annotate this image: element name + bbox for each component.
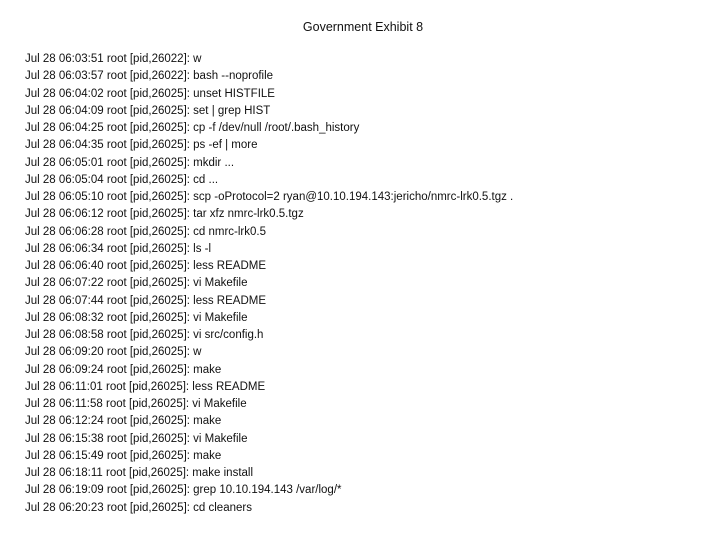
log-line: Jul 28 06:06:34 root [pid,26025]: ls -l — [25, 242, 212, 255]
log-line: Jul 28 06:08:58 root [pid,26025]: vi src/config.h — [25, 329, 264, 341]
log-line: Jul 28 06:04:25 root [pid,26025]: cp -f /dev/null /root/.bash_history — [25, 122, 360, 134]
log-line: Jul 28 06:04:02 root [pid,26025]: unset HISTFILE — [25, 87, 275, 100]
log-line: Jul 28 06:09:20 root [pid,26025]: w — [25, 346, 202, 359]
log-line: Jul 28 06:09:24 root [pid,26025]: make — [25, 363, 222, 376]
log-line: Jul 28 06:06:28 root [pid,26025]: cd nmrc-lrk0.5 — [25, 225, 267, 238]
log-line: Jul 28 06:11:58 root [pid,26025]: vi Makefile — [25, 398, 247, 410]
log-line: Jul 28 06:07:22 root [pid,26025]: vi Makefile — [25, 277, 248, 290]
log-line: Jul 28 06:03:51 root [pid,26022]: w — [25, 53, 202, 65]
log-list — [25, 53, 513, 519]
log-line: Jul 28 06:12:24 root [pid,26025]: make — [25, 415, 222, 428]
log-line: Jul 28 06:19:09 root [pid,26025]: grep 10.10.194.143 /var/log/* — [25, 484, 342, 497]
exhibit-title: Government Exhibit 8 — [302, 20, 424, 34]
log-line: Jul 28 06:20:23 root [pid,26025]: cd cleaners — [25, 501, 252, 514]
log-line: Jul 28 06:15:49 root [pid,26025]: make — [25, 449, 222, 462]
log-line: Jul 28 06:08:32 root [pid,26025]: vi Makefile — [25, 311, 248, 324]
log-line: Jul 28 06:04:35 root [pid,26025]: ps -ef | more — [25, 139, 258, 152]
log-line: Jul 28 06:05:01 root [pid,26025]: mkdir ... — [25, 156, 235, 169]
log-line: Jul 28 06:06:12 root [pid,26025]: tar xfz nmrc-lrk0.5.tgz — [25, 208, 304, 221]
log-line: Jul 28 06:07:44 root [pid,26025]: less README — [25, 294, 267, 307]
log-line: Jul 28 06:18:11 root [pid,26025]: make install — [25, 467, 254, 479]
log-line: Jul 28 06:06:40 root [pid,26025]: less README — [25, 260, 267, 272]
log-line: Jul 28 06:04:09 root [pid,26025]: set | grep HIST — [25, 104, 271, 117]
log-line: Jul 28 06:05:04 root [pid,26025]: cd ... — [25, 173, 219, 186]
log-line: Jul 28 06:03:57 root [pid,26022]: bash --noprofile — [25, 70, 274, 83]
log-line: Jul 28 06:15:38 root [pid,26025]: vi Makefile — [25, 432, 248, 445]
log-line: Jul 28 06:05:10 root [pid,26025]: scp -oProtocol=2 ryan@10.10.194.143:jericho/nmrc-lrk0.5.tgz . — [25, 191, 514, 203]
log-line: Jul 28 06:11:01 root [pid,26025]: less README — [25, 380, 266, 393]
